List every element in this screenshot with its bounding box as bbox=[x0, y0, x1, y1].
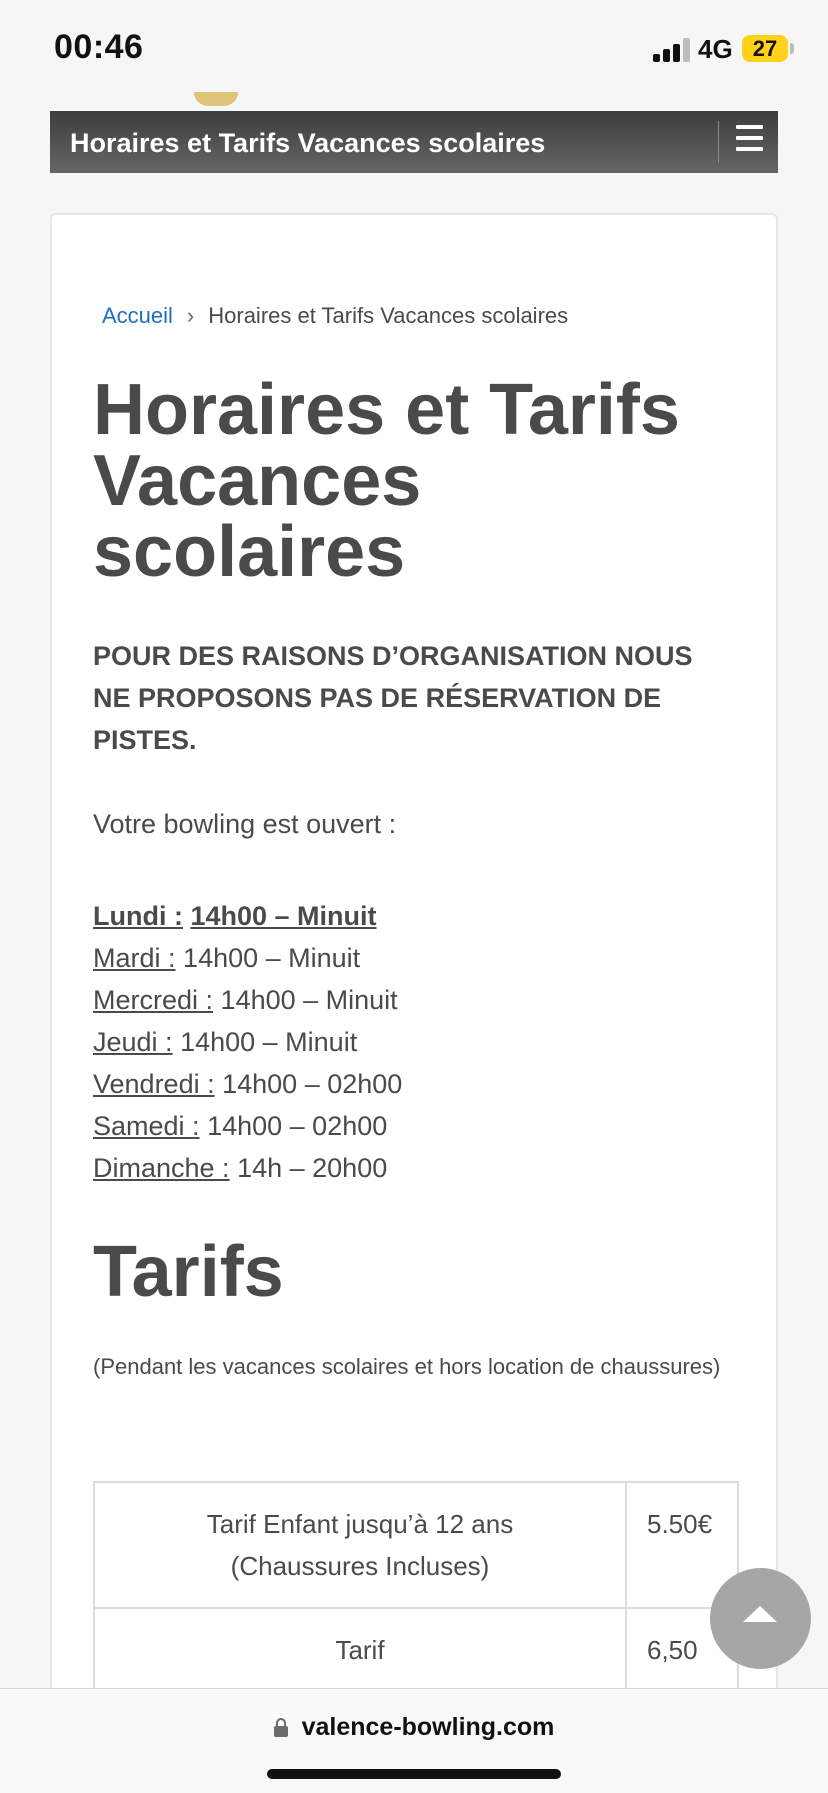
price-label-line: Tarif Enfant jusqu’à 12 ans bbox=[206, 1509, 514, 1539]
status-time: 00:46 bbox=[54, 28, 144, 66]
battery-cap bbox=[790, 43, 794, 54]
hours-time: 14h00 – Minuit bbox=[190, 901, 377, 931]
hours-day: Lundi : bbox=[93, 901, 183, 931]
hours-row bbox=[93, 937, 402, 979]
page-title: Horaires et Tarifs Vacances scolaires bbox=[93, 370, 680, 592]
browser-url-bar[interactable] bbox=[0, 1688, 828, 1793]
hours-row bbox=[93, 1147, 402, 1189]
price-label-line: (Chaussures Incluses) bbox=[230, 1551, 490, 1581]
hours-row bbox=[93, 1021, 402, 1063]
hours-day: Samedi : bbox=[93, 1111, 200, 1141]
url-text: valence-bowling.com bbox=[301, 1713, 555, 1741]
breadcrumb bbox=[102, 303, 568, 329]
content-card bbox=[50, 213, 778, 1693]
site-header bbox=[50, 111, 778, 173]
tarifs-subtitle: (Pendant les vacances scolaires et hors location de chaussures) bbox=[93, 1354, 721, 1379]
hours-day: Mardi : bbox=[93, 943, 176, 973]
price-label-line: Tarif bbox=[335, 1635, 385, 1665]
hours-row bbox=[93, 979, 402, 1021]
hours-row bbox=[93, 895, 402, 937]
hours-row bbox=[93, 1105, 402, 1147]
hamburger-menu-icon[interactable] bbox=[730, 123, 770, 161]
battery-icon bbox=[742, 35, 788, 62]
hours-row bbox=[93, 1063, 402, 1105]
hours-time: 14h – 20h00 bbox=[237, 1153, 388, 1183]
home-indicator[interactable] bbox=[267, 1769, 561, 1779]
hours-day: Jeudi : bbox=[93, 1027, 173, 1057]
site-logo-fragment bbox=[194, 92, 238, 106]
lock-icon bbox=[274, 1726, 288, 1737]
menu-divider bbox=[718, 121, 719, 163]
hours-time: 14h00 – 02h00 bbox=[207, 1111, 388, 1141]
breadcrumb-separator: › bbox=[186, 303, 195, 328]
price-label-cell bbox=[94, 1608, 626, 1692]
battery-level: 27 bbox=[752, 36, 778, 61]
opening-intro: Votre bowling est ouvert : bbox=[93, 809, 397, 839]
status-bar bbox=[0, 0, 828, 100]
hours-time: 14h00 – Minuit bbox=[220, 985, 398, 1015]
site-header-title: Horaires et Tarifs Vacances scolaires bbox=[70, 128, 546, 158]
cellular-signal-icon bbox=[653, 38, 691, 62]
hours-day: Dimanche : bbox=[93, 1153, 230, 1183]
reservation-notice: POUR DES RAISONS D’ORGANISATION NOUS NE PROPOSONS PAS DE RÉSERVATION DE PISTES. bbox=[93, 641, 693, 755]
hours-day: Mercredi : bbox=[93, 985, 214, 1015]
hours-time: 14h00 – Minuit bbox=[180, 1027, 358, 1057]
arrow-up-icon bbox=[743, 1606, 777, 1622]
url-display[interactable] bbox=[0, 1713, 828, 1742]
price-value-cell: 5.50€ bbox=[626, 1482, 738, 1608]
opening-hours-list bbox=[93, 895, 402, 1189]
hours-time: 14h00 – 02h00 bbox=[222, 1069, 403, 1099]
tarifs-title: Tarifs bbox=[93, 1232, 284, 1312]
hours-day: Vendredi : bbox=[93, 1069, 215, 1099]
price-label-cell bbox=[94, 1482, 626, 1608]
breadcrumb-home-link[interactable]: Accueil bbox=[102, 303, 173, 328]
price-table bbox=[93, 1481, 739, 1693]
scroll-to-top-button[interactable] bbox=[710, 1568, 811, 1669]
price-value-cell: 6,50 bbox=[626, 1608, 738, 1692]
table-row bbox=[94, 1482, 738, 1608]
table-row bbox=[94, 1608, 738, 1692]
breadcrumb-current: Horaires et Tarifs Vacances scolaires bbox=[208, 303, 569, 328]
network-type: 4G bbox=[698, 34, 733, 64]
hours-time: 14h00 – Minuit bbox=[183, 943, 361, 973]
